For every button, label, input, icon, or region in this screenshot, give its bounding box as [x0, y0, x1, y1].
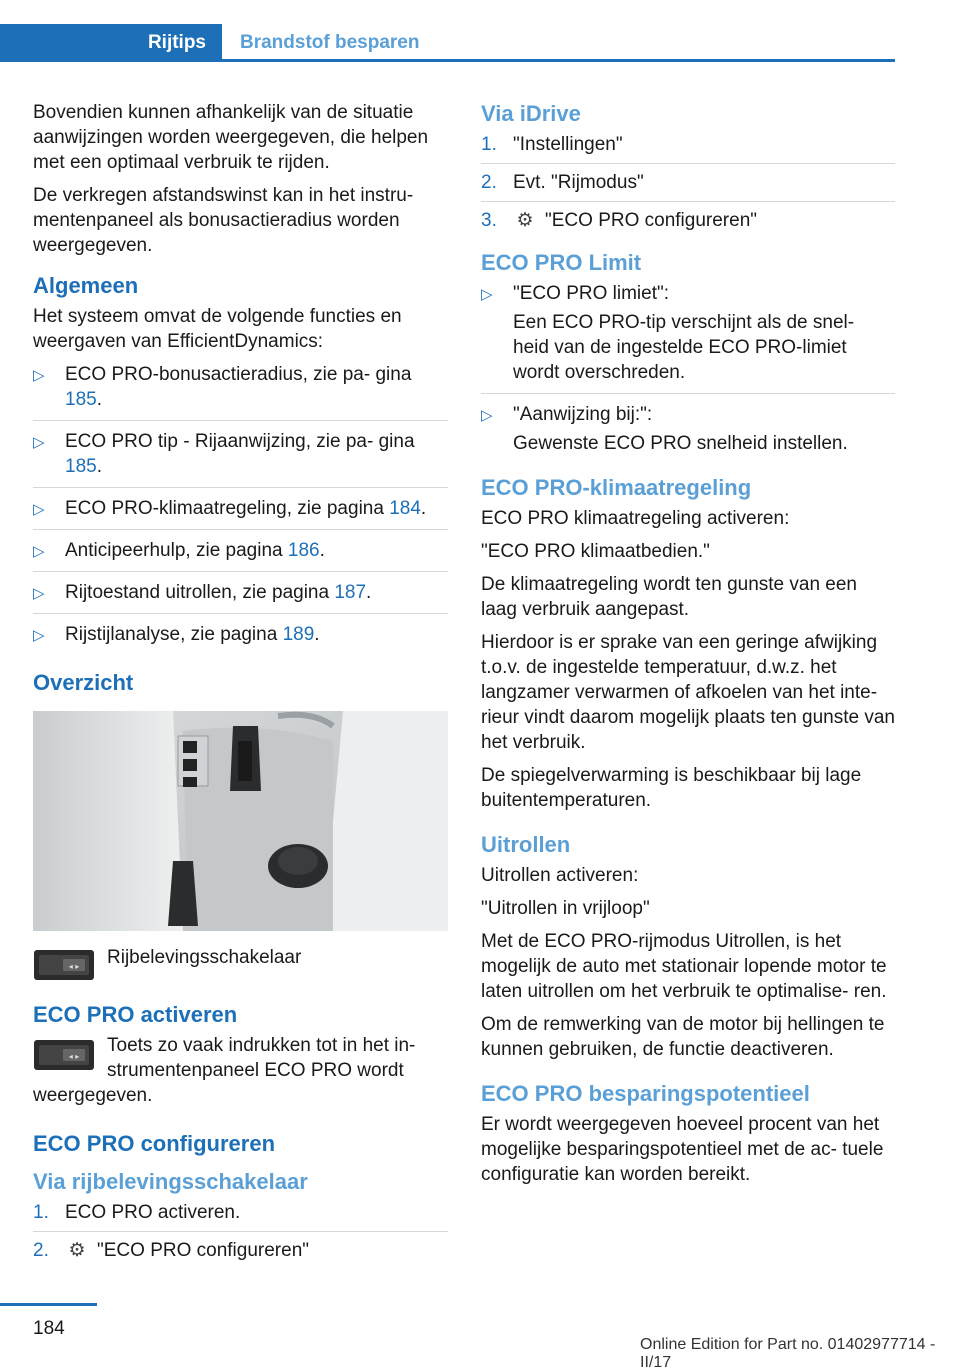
klimaat-paragraph: De klimaatregeling wordt ten gunste van een laag verbruik aangepast. — [481, 574, 858, 620]
triangle-bullet-icon: ▷ — [481, 407, 493, 424]
page-link[interactable]: 184 — [389, 498, 421, 519]
list-item: ▷ ECO PRO-bonusactieradius, zie pa- gina 185. — [33, 362, 448, 421]
driving-switch-icon — [33, 1039, 95, 1071]
potentieel-paragraph: Er wordt weergegeven hoeveel procent van het mogelijke besparingspotentieel met de ac- tuele configuratie kan worden bereikt. — [481, 1114, 884, 1185]
klimaat-paragraph: De spiegelverwarming is beschikbaar bij lage buitentemperaturen. — [481, 765, 862, 811]
list-item: 1. "Instellingen" — [481, 132, 895, 164]
heading-uitrollen: Uitrollen — [481, 832, 571, 857]
idrive-steps — [481, 132, 895, 239]
triangle-bullet-icon: ▷ — [481, 286, 493, 303]
heading-via-rijbelevingsschakelaar: Via rijbelevingsschakelaar — [33, 1169, 308, 1194]
tab-rijtips-label: Rijtips — [147, 32, 206, 53]
triangle-bullet-icon: ▷ — [33, 501, 45, 518]
tab-rijtips[interactable] — [0, 24, 222, 62]
list-item: ▷ Anticipeerhulp, zie pagina 186. — [33, 538, 448, 572]
list-item: 3. ⚙ "ECO PRO configureren" — [481, 210, 758, 231]
list-item: 2. ⚙ "ECO PRO configureren" — [33, 1240, 310, 1261]
svg-text:◂ ▸: ◂ ▸ — [68, 1052, 80, 1061]
list-item: ▷ Rijstijlanalyse, zie pagina 189. — [33, 622, 448, 655]
list-item: ▷ ECO PRO-klimaatregeling, zie pagina 184. — [33, 496, 448, 530]
driving-switch-icon — [33, 949, 95, 981]
feature-list — [33, 362, 448, 655]
heading-via-idrive: Via iDrive — [481, 101, 581, 126]
list-item: ▷ "Aanwijzing bij:": Gewenste ECO PRO snelheid instellen. — [481, 404, 848, 454]
left-column — [33, 100, 448, 1275]
switch-caption: Rijbelevingsschakelaar — [107, 947, 302, 968]
header-bar — [0, 24, 895, 62]
heading-overzicht: Overzicht — [33, 670, 134, 695]
algemeen-text: Het systeem omvat de volgende functies en weergaven van EfficientDynamics: — [33, 306, 402, 352]
triangle-bullet-icon: ▷ — [33, 367, 45, 384]
center-console-photo — [33, 711, 448, 931]
page-link[interactable]: 185 — [65, 389, 97, 410]
heading-eco-pro-besparingspotentieel: ECO PRO besparingspotentieel — [481, 1081, 810, 1106]
tab-brandstof-besparen[interactable]: Brandstof besparen — [240, 32, 420, 53]
header-rule — [222, 59, 895, 62]
settings-gear-icon: ⚙ — [516, 210, 534, 231]
heading-eco-pro-klimaatregeling: ECO PRO-klimaatregeling — [481, 475, 752, 500]
heading-eco-pro-limit: ECO PRO Limit — [481, 250, 642, 275]
activeren-text: Toets zo vaak indrukken tot in het in- strumentenpaneel ECO PRO wordt weergegeven. — [33, 1035, 416, 1106]
list-item: ▷ "ECO PRO limiet": Een ECO PRO-tip verschijnt als de snel- heid van de ingestelde ECO PRO-limiet wordt overschreden. — [481, 281, 895, 394]
svg-text:◂ ▸: ◂ ▸ — [68, 962, 80, 971]
triangle-bullet-icon: ▷ — [33, 543, 45, 560]
page-link[interactable]: 185 — [65, 456, 97, 477]
page-link[interactable]: 186 — [287, 540, 320, 561]
uitrollen-paragraph: Uitrollen activeren: — [481, 865, 639, 886]
list-item: 1. ECO PRO activeren. — [33, 1200, 448, 1232]
list-item: ▷ ECO PRO tip - Rijaanwijzing, zie pa- gina 185. — [33, 429, 448, 488]
triangle-bullet-icon: ▷ — [33, 585, 45, 602]
page-link[interactable]: 189 — [282, 624, 315, 645]
limit-list — [481, 281, 895, 464]
heading-eco-pro-configureren: ECO PRO configureren — [33, 1131, 276, 1156]
uitrollen-paragraph: "Uitrollen in vrijloop" — [481, 898, 650, 919]
settings-gear-icon: ⚙ — [68, 1240, 86, 1261]
klimaat-paragraph: Hierdoor is er sprake van een geringe afwijking t.o.v. de ingestelde temperatuur, d.w.z. het langzamer verwarmen of afkoelen van het inte- rieur vindt daarom mogelijk plaats ten gunste van het verbruik. — [481, 632, 896, 753]
triangle-bullet-icon: ▷ — [33, 627, 45, 644]
edition-note: Online Edition for Part no. 01402977714 - II/17 — [640, 1336, 936, 1371]
list-item: 2. Evt. "Rijmodus" — [481, 170, 895, 202]
klimaat-paragraph: "ECO PRO klimaatbedien." — [481, 541, 710, 562]
footer-rule — [0, 1303, 97, 1306]
page-link[interactable]: 187 — [334, 582, 367, 603]
activeren-block — [33, 1033, 448, 1108]
uitrollen-paragraph: Om de remwerking van de motor bij hellingen te kunnen gebruiken, de functie deactiveren. — [481, 1014, 885, 1060]
intro-paragraph-2: De verkregen afstandswinst kan in het instru- mentenpaneel als bonusactieradius worden weergegeven. — [33, 185, 414, 256]
list-item: ▷ Rijtoestand uitrollen, zie pagina 187. — [33, 580, 448, 614]
klimaat-paragraph: ECO PRO klimaatregeling activeren: — [481, 508, 790, 529]
heading-algemeen: Algemeen — [33, 273, 139, 298]
switch-caption-row — [33, 945, 448, 989]
uitrollen-paragraph: Met de ECO PRO-rijmodus Uitrollen, is het mogelijk de auto met stationair lopende motor te laten uitrollen om het verbruik te optimalise- ren. — [481, 931, 887, 1002]
triangle-bullet-icon: ▷ — [33, 434, 45, 451]
intro-paragraph-1: Bovendien kunnen afhankelijk van de situatie aanwijzingen worden weergegeven, die helpen met een optimaal verbruik te rijden. — [33, 102, 429, 173]
heading-eco-pro-activeren: ECO PRO activeren — [33, 1002, 238, 1027]
via-switch-steps — [33, 1200, 448, 1269]
page-number: 184 — [33, 1318, 65, 1339]
right-column — [481, 100, 895, 1195]
